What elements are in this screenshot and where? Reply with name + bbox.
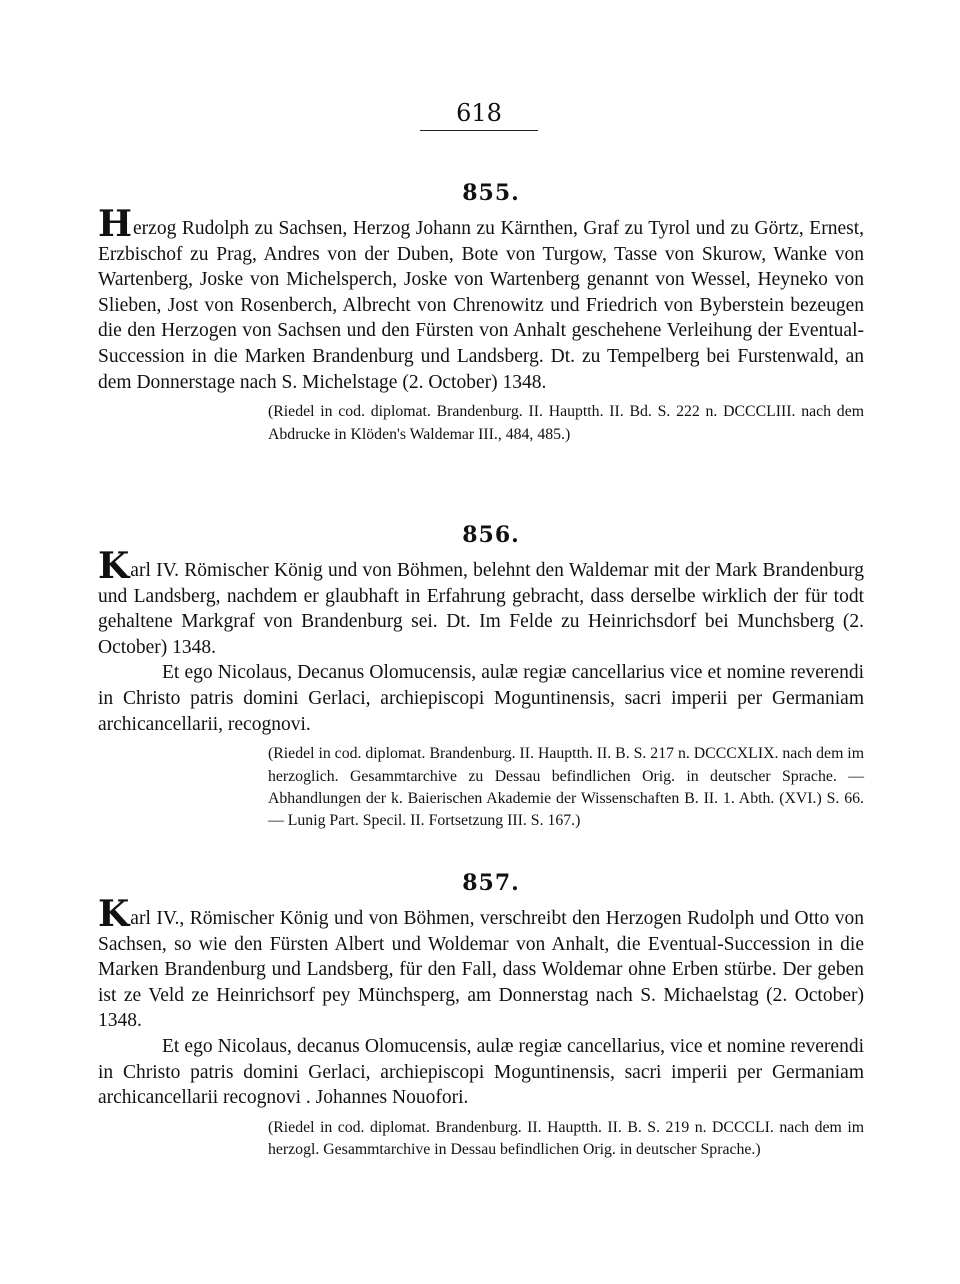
entry-857 [98, 870, 864, 1162]
entry-number: 857. [462, 870, 520, 896]
drop-cap: H [98, 203, 133, 245]
entry-subscription: Et ego Nicolaus, decanus Olomucensis, aulæ regiæ cancellarius, vice et nomine reverendi in Christo patris domini Gerlaci, archiepiscopi Moguntinensis, sacri imperii per Germaniam archicancellarii recognovi . Johannes Nouofori. [98, 1035, 864, 1109]
entry-body: arl IV., Römischer König und von Böhmen, verschreibt den Herzogen Rudolph und Otto von Sachsen, so wie den Fürsten Albert und Woldemar von Anhalt, die Eventual-Succession in die Marken Brandenburg und Landsberg, für den Fall, dass Woldemar ohne Erben stürbe. Der geben ist ze Veld ze Heinrichsorf pey Münchsperg, am Donnerstag nach S. Michaelstag (2. October) 1348. [98, 908, 864, 1032]
drop-cap: K [98, 893, 130, 935]
entry-number: 856. [462, 522, 520, 548]
entry-body: erzog Rudolph zu Sachsen, Herzog Johann zu Kärnthen, Graf zu Tyrol und zu Görtz, Ernest, Erzbischof zu Prag, Andres von der Duben, Bote von Turgow, Tasse von Skurow, Wanke von Wartenberg, Joske von Michelsperch, Joske von Wartenberg genannt von Wessel, Heyneko von Slieben, Jost von Rosenberch, Albrecht von Chrenowitz und Friedrich von Byberstein bezeugen die den Herzogen von Sachsen und den Fürsten von Anhalt geschehene Verleihung der Eventual-Succession in die Marken Brandenburg und Landsberg. Dt. zu Tempelberg bei Furstenwald, an dem Donnerstage nach S. Michelstage (2. October) 1348. [98, 218, 864, 393]
entry-text [98, 203, 864, 395]
entry-856 [98, 522, 864, 833]
entry-subscription: Et ego Nicolaus, Decanus Olomucensis, aulæ regiæ cancellarius vice et nomine reverendi in Christo patris domini Gerlaci, archiepiscopi Moguntinensis, sacri imperii per Germaniam archicancellarii, recognovi. [98, 662, 864, 735]
source-note: (Riedel in cod. diplomat. Brandenburg. II. Hauptth. II. B. S. 217 n. DCCCXLIX. nach dem im herzoglich. Gesammtarchive zu Dessau befindlichen Orig. in deutscher Sprache. — Abhandlungen der k. Baierischen Akademie der Wissenschaften B. II. 1. Abth. (XVI.) S. 66. — Lunig Part. Specil. II. Fortsetzung III. S. 167.) [268, 745, 864, 830]
page-number: 618 [456, 99, 502, 127]
source-note: (Riedel in cod. diplomat. Brandenburg. II. Hauptth. II. Bd. S. 222 n. DCCCLIII. nach dem Abdrucke in Klöden's Waldemar III., 484, 485.) [268, 403, 864, 443]
entry-number: 855. [462, 180, 520, 206]
page-number-rule [420, 130, 538, 131]
entry-body: arl IV. Römischer König und von Böhmen, belehnt den Waldemar mit der Mark Brandenburg und Landsberg, nachdem er glaubhaft in Erfahrung gebracht, dass derselbe wirklich der für todt gehaltene Markgraf von Brandenburg sei. Dt. Im Felde zu Heinrichsdorf bei Munchsberg (2. October) 1348. [98, 560, 864, 658]
entry-855 [98, 180, 864, 446]
source-note: (Riedel in cod. diplomat. Brandenburg. II. Hauptth. II. B. S. 219 n. DCCCLI. nach dem im herzogl. Gesammtarchive in Dessau befindlichen Orig. in deutscher Sprache.) [268, 1118, 864, 1159]
entry-text [98, 893, 864, 1034]
drop-cap: K [98, 545, 130, 587]
entry-text [98, 545, 864, 660]
